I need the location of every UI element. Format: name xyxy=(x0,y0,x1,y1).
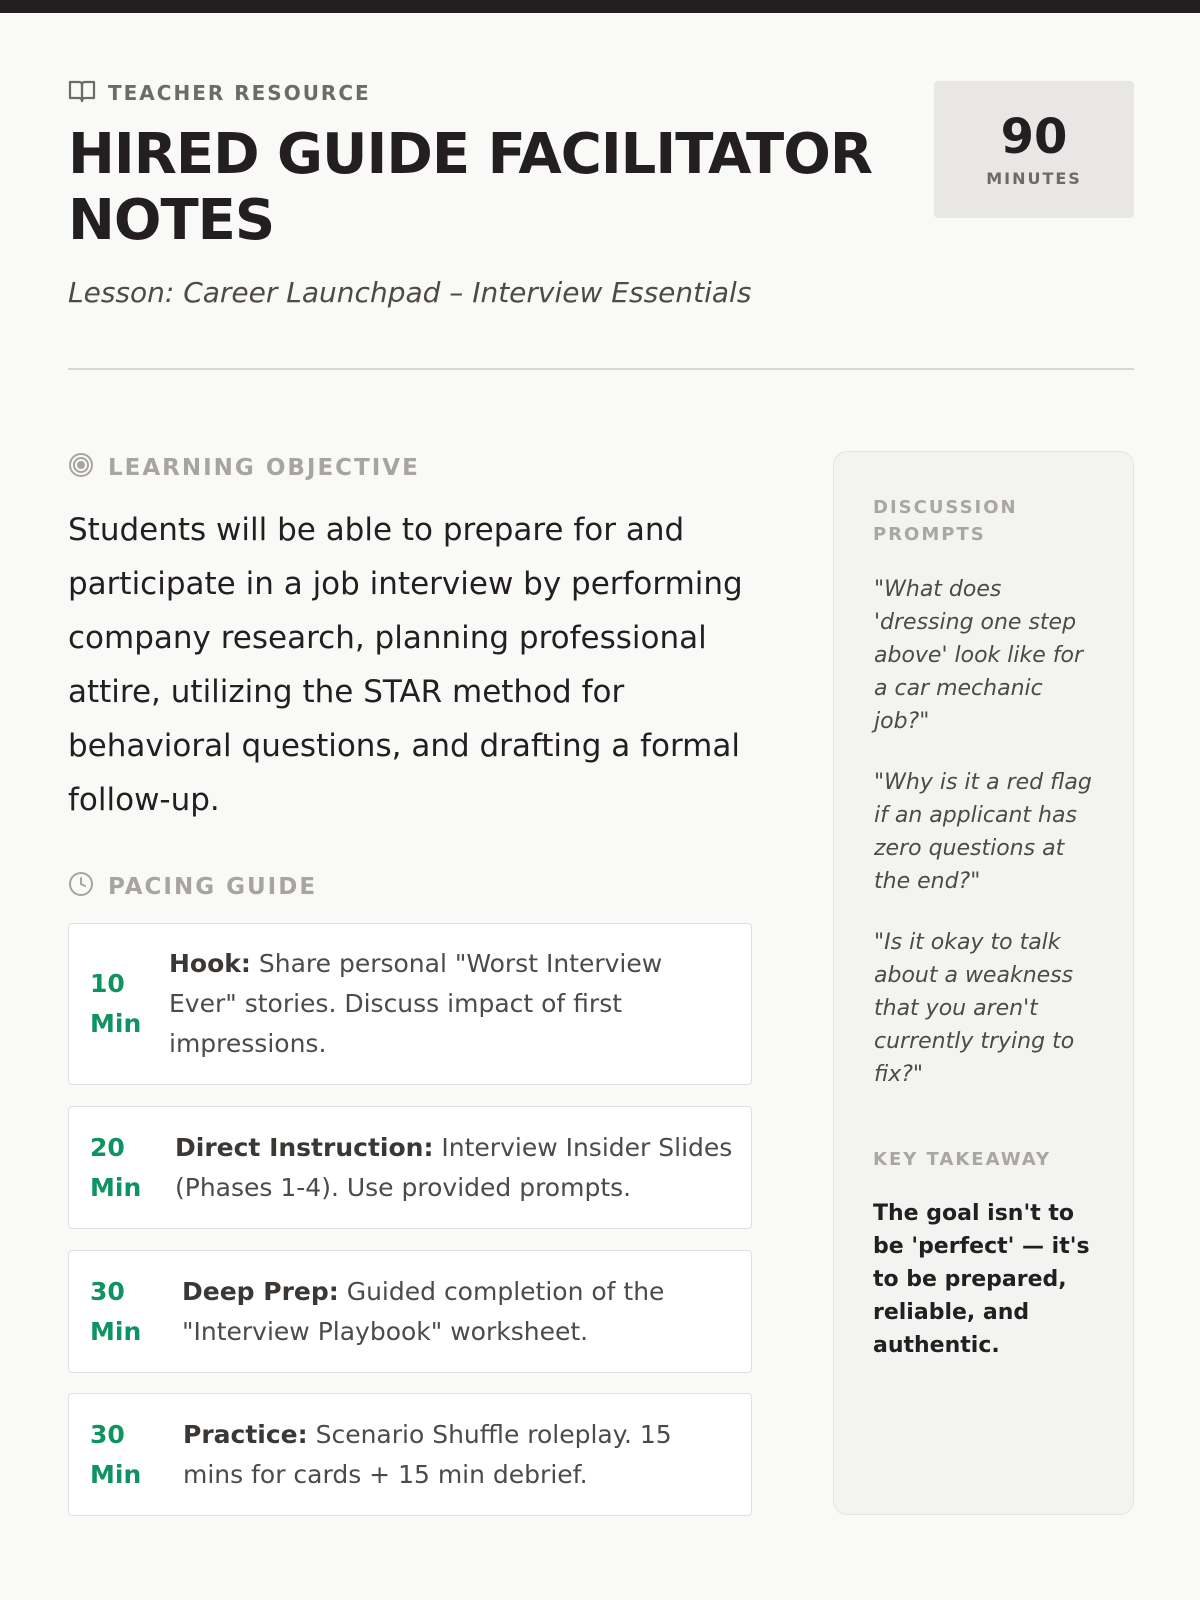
top-accent-bar xyxy=(0,0,1200,13)
book-open-icon xyxy=(68,78,96,109)
pacing-detail-text: Interview Insider Slides (Phases 1-4). Use provided prompts. xyxy=(175,1132,733,1202)
pacing-time xyxy=(69,964,169,1044)
objective-label: LEARNING OBJECTIVE xyxy=(108,454,420,481)
pacing-description xyxy=(182,1272,751,1352)
pacing-detail-text: Scenario Shuffle roleplay. 15 mins for cards + 15 min debrief. xyxy=(183,1419,672,1489)
pacing-item xyxy=(68,923,752,1085)
target-icon xyxy=(68,452,94,483)
pacing-item xyxy=(68,1250,752,1373)
objective-heading xyxy=(68,452,420,483)
key-takeaway-label: KEY TAKEAWAY xyxy=(873,1149,1052,1170)
objective-text: Students will be able to prepare for and participate in a job interview by performing company research, planning professional attire, utilizing the STAR method for behavioral questions, and drafting a formal follow-up. xyxy=(68,512,743,818)
eyebrow-label: TEACHER RESOURCE xyxy=(108,81,371,105)
duration-badge xyxy=(934,81,1134,218)
duration-unit: MINUTES xyxy=(986,169,1082,188)
pacing-heading xyxy=(68,871,317,902)
pacing-item xyxy=(68,1106,752,1229)
pacing-time-unit: Min xyxy=(90,1172,142,1202)
pacing-description xyxy=(169,944,751,1064)
pacing-description xyxy=(175,1128,751,1208)
pacing-heading-text: Deep Prep: xyxy=(182,1276,339,1306)
key-takeaway-text: The goal isn't to be 'perfect' — it's to be prepared, reliable, and authentic. xyxy=(873,1201,1090,1358)
pacing-time-unit: Min xyxy=(90,1009,142,1038)
pacing-detail-text: Share personal "Worst Interview Ever" stories. Discuss impact of first impressions. xyxy=(169,949,663,1058)
pacing-time-value: 30 xyxy=(90,1276,125,1306)
pacing-time xyxy=(69,1128,175,1208)
discussion-prompt: "Why is it a red flag if an applicant has zero questions at the end?" xyxy=(874,770,1092,894)
pacing-time-unit: Min xyxy=(90,1459,142,1489)
header-divider xyxy=(68,368,1134,370)
discussion-prompts-label: DISCUSSION PROMPTS xyxy=(873,497,1018,545)
page-title: HIRED GUIDE FACILITATOR NOTES xyxy=(68,122,872,253)
pacing-time-value: 30 xyxy=(90,1419,125,1449)
pacing-time-unit: Min xyxy=(90,1316,142,1346)
clock-icon xyxy=(68,871,94,902)
pacing-label: PACING GUIDE xyxy=(108,873,318,900)
pacing-time-value: 20 xyxy=(90,1132,125,1162)
pacing-heading-text: Hook: xyxy=(169,949,251,978)
pacing-heading-text: Direct Instruction: xyxy=(175,1132,434,1162)
pacing-time-value: 10 xyxy=(90,969,125,998)
pacing-heading-text: Practice: xyxy=(183,1419,308,1449)
duration-value: 90 xyxy=(1000,109,1068,165)
sidebar-panel xyxy=(833,451,1134,1515)
pacing-item xyxy=(68,1393,752,1516)
pacing-description xyxy=(183,1415,751,1495)
discussion-prompt: "Is it okay to talk about a weakness that you aren't currently trying to fix?" xyxy=(874,930,1075,1087)
pacing-time xyxy=(69,1272,182,1352)
pacing-detail-text: Guided completion of the "Interview Playbook" worksheet. xyxy=(182,1276,665,1346)
lesson-subtitle: Lesson: Career Launchpad – Interview Essentials xyxy=(68,276,752,309)
discussion-prompt: "What does 'dressing one step above' look like for a car mechanic job?" xyxy=(874,577,1084,734)
pacing-time xyxy=(69,1415,183,1495)
